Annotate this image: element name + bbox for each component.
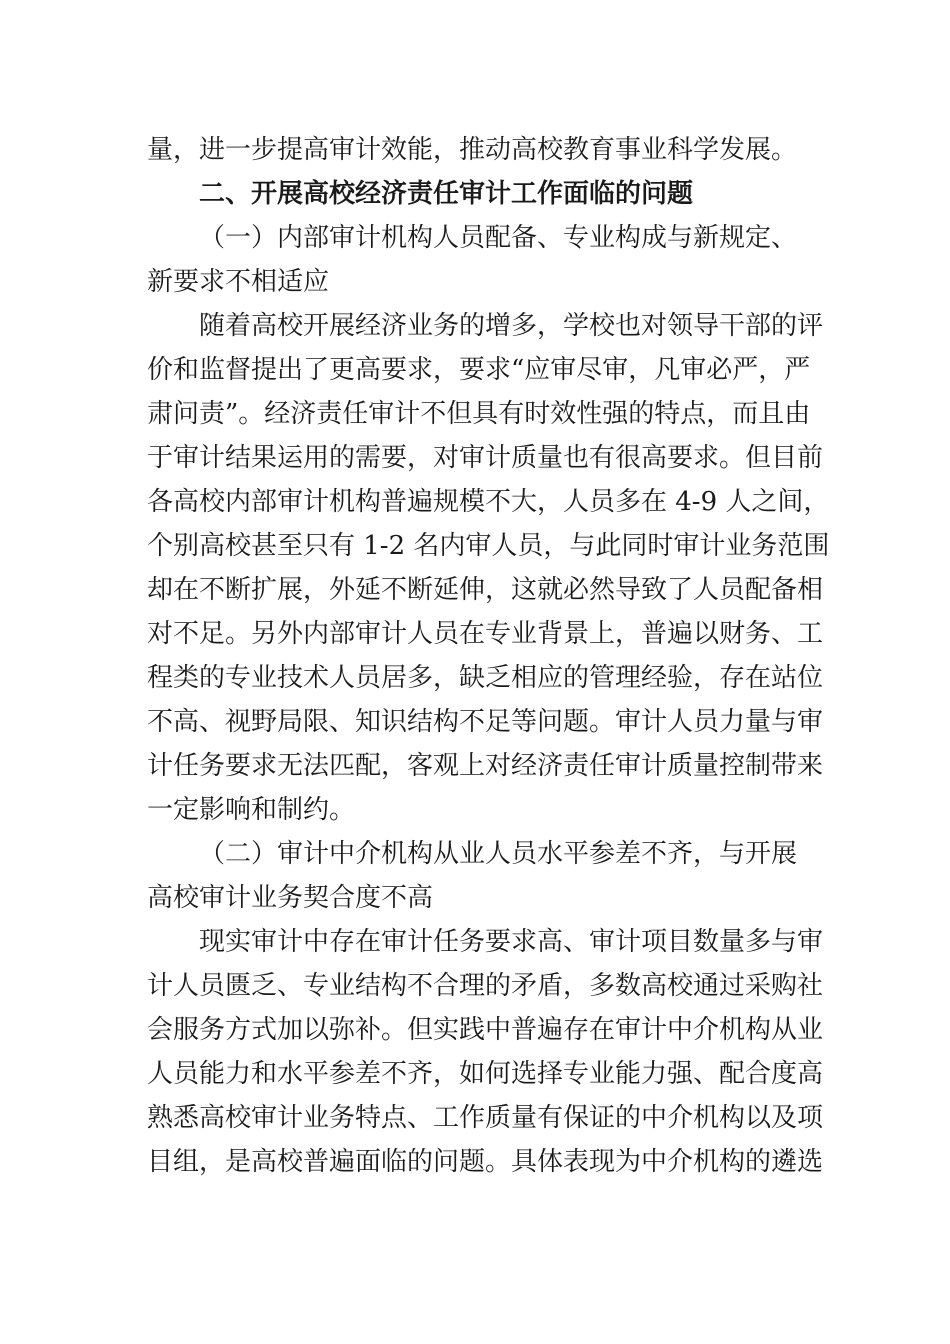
paragraph-line: 个别高校甚至只有 1-2 名内审人员，与此同时审计业务范围 [147, 531, 830, 561]
paragraph-line: 量，进一步提高审计效能，推动高校教育事业科学发展。 [147, 135, 798, 165]
section-heading: 二、开展高校经济责任审计工作面临的问题 [199, 179, 694, 209]
paragraph-line: 不高、视野局限、知识结构不足等问题。审计人员力量与审 [147, 707, 824, 737]
paragraph-line: 现实审计中存在审计任务要求高、审计项目数量多与审 [199, 927, 824, 957]
subsection-heading: 高校审计业务契合度不高 [147, 883, 434, 913]
subsection-heading: （一）内部审计机构人员配备、专业构成与新规定、 [199, 223, 798, 253]
paragraph-line: 却在不断扩展，外延不断延伸，这就必然导致了人员配备相 [147, 575, 824, 605]
subsection-heading: （二）审计中介机构从业人员水平参差不齐，与开展 [199, 839, 798, 869]
paragraph-line: 于审计结果运用的需要，对审计质量也有很高要求。但目前 [147, 443, 824, 473]
paragraph-line: 价和监督提出了更高要求，要求“应审尽审，凡审必严，严 [147, 355, 811, 385]
paragraph-line: 肃问责”。经济责任审计不但具有时效性强的特点，而且由 [147, 399, 811, 429]
subsection-heading: 新要求不相适应 [147, 267, 330, 297]
paragraph-line: 计任务要求无法匹配，客观上对经济责任审计质量控制带来 [147, 751, 824, 781]
paragraph-line: 计人员匮乏、专业结构不合理的矛盾，多数高校通过采购社 [147, 971, 824, 1001]
paragraph-line: 会服务方式加以弥补。但实践中普遍存在审计中介机构从业 [147, 1015, 824, 1045]
paragraph-line: 各高校内部审计机构普遍规模不大，人员多在 4-9 人之间， [147, 487, 830, 517]
paragraph-line: 熟悉高校审计业务特点、工作质量有保证的中介机构以及项 [147, 1103, 824, 1133]
paragraph-line: 程类的专业技术人员居多，缺乏相应的管理经验，存在站位 [147, 663, 824, 693]
paragraph-line: 目组，是高校普遍面临的问题。具体表现为中介机构的遴选 [147, 1147, 824, 1177]
paragraph-line: 一定影响和制约。 [147, 795, 356, 825]
paragraph-line: 对不足。另外内部审计人员在专业背景上，普遍以财务、工 [147, 619, 824, 649]
paragraph-line: 人员能力和水平参差不齐，如何选择专业能力强、配合度高 [147, 1059, 824, 1089]
paragraph-line: 随着高校开展经济业务的增多，学校也对领导干部的评 [199, 311, 824, 341]
